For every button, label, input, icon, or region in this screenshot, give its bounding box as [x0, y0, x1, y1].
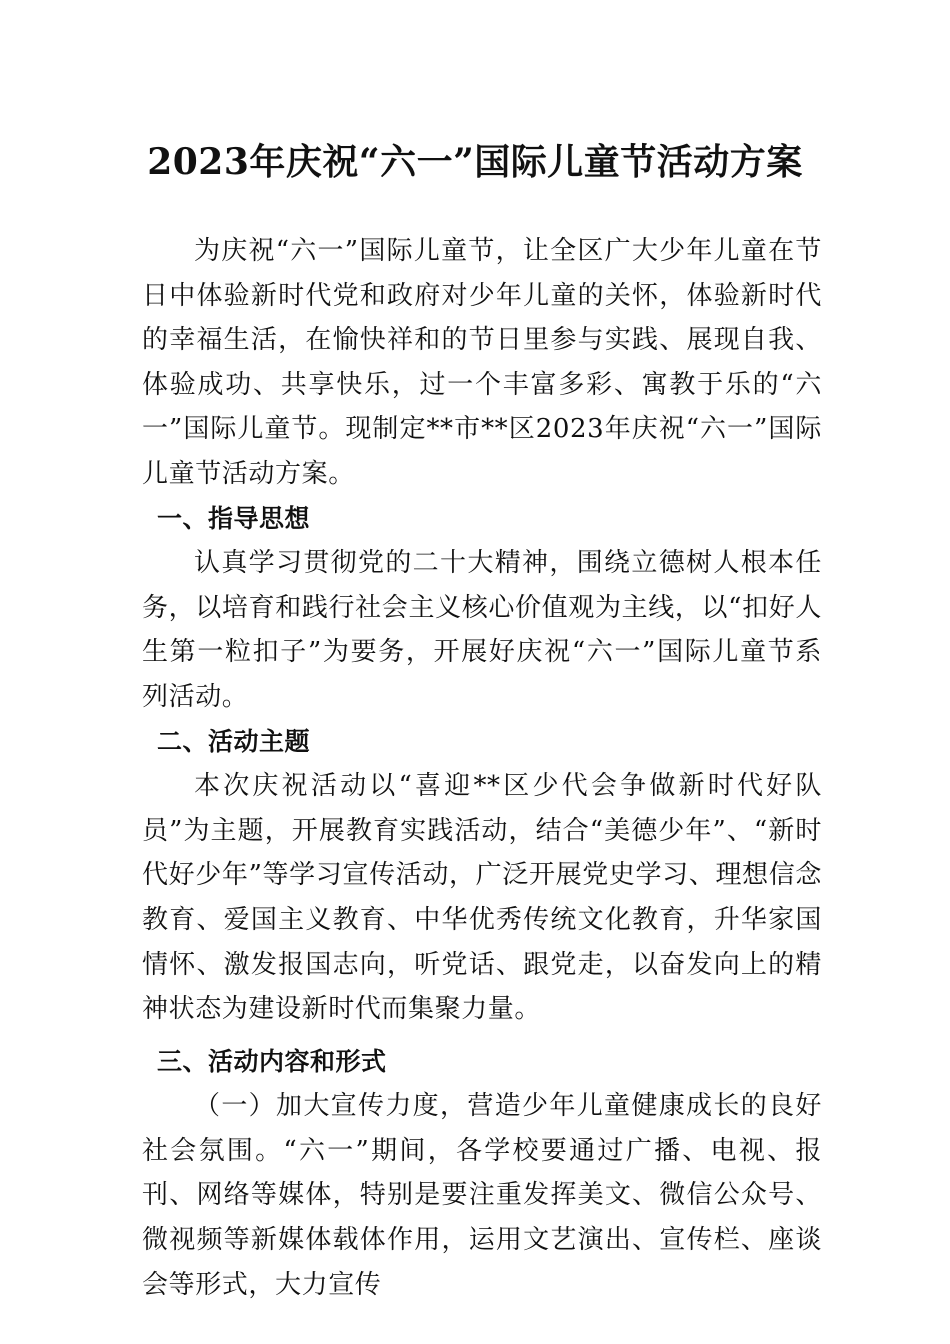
- section-heading-activity-theme: 二、活动主题: [157, 726, 311, 756]
- section-heading-content-and-format: 三、活动内容和形式: [157, 1046, 387, 1076]
- section-paragraph-guiding-ideology: 认真学习贯彻党的二十大精神，围绕立德树人根本任务，以培育和践行社会主义核心价值观为主线，以“扣好人生第一粒扣子”为要务，开展好庆祝“六一”国际儿童节系列活动。: [142, 548, 822, 712]
- document-body: [142, 229, 822, 1307]
- section-paragraph-content-and-format: （一）加大宣传力度，营造少年儿童健康成长的良好社会氛围。“六一”期间，各学校要通过广播、电视、报刊、网络等媒体，特别是要注重发挥美文、微信公众号、微视频等新媒体载体作用，运用文艺演出、宣传栏、座谈会等形式，大力宣传: [142, 1091, 822, 1300]
- intro-paragraph: 为庆祝“六一”国际儿童节，让全区广大少年儿童在节日中体验新时代党和政府对少年儿童的关怀，体验新时代的幸福生活，在愉快祥和的节日里参与实践、展现自我、体验成功、共享快乐，过一个丰富多彩、寓教于乐的“六一”国际儿童节。现制定**市**区2023年庆祝“六一”国际儿童节活动方案。: [142, 236, 822, 489]
- document-title: 2023年庆祝“六一”国际儿童节活动方案: [147, 141, 803, 183]
- section-paragraph-activity-theme: 本次庆祝活动以“喜迎**区少代会争做新时代好队员”为主题，开展教育实践活动，结合“美德少年”、“新时代好少年”等学习宣传活动，广泛开展党史学习、理想信念教育、爱国主义教育、中华优秀传统文化教育，升华家国情怀、激发报国志向，听党话、跟党走，以奋发向上的精神状态为建设新时代而集聚力量。: [142, 771, 822, 1025]
- section-heading-guiding-ideology: 一、指导思想: [157, 503, 311, 533]
